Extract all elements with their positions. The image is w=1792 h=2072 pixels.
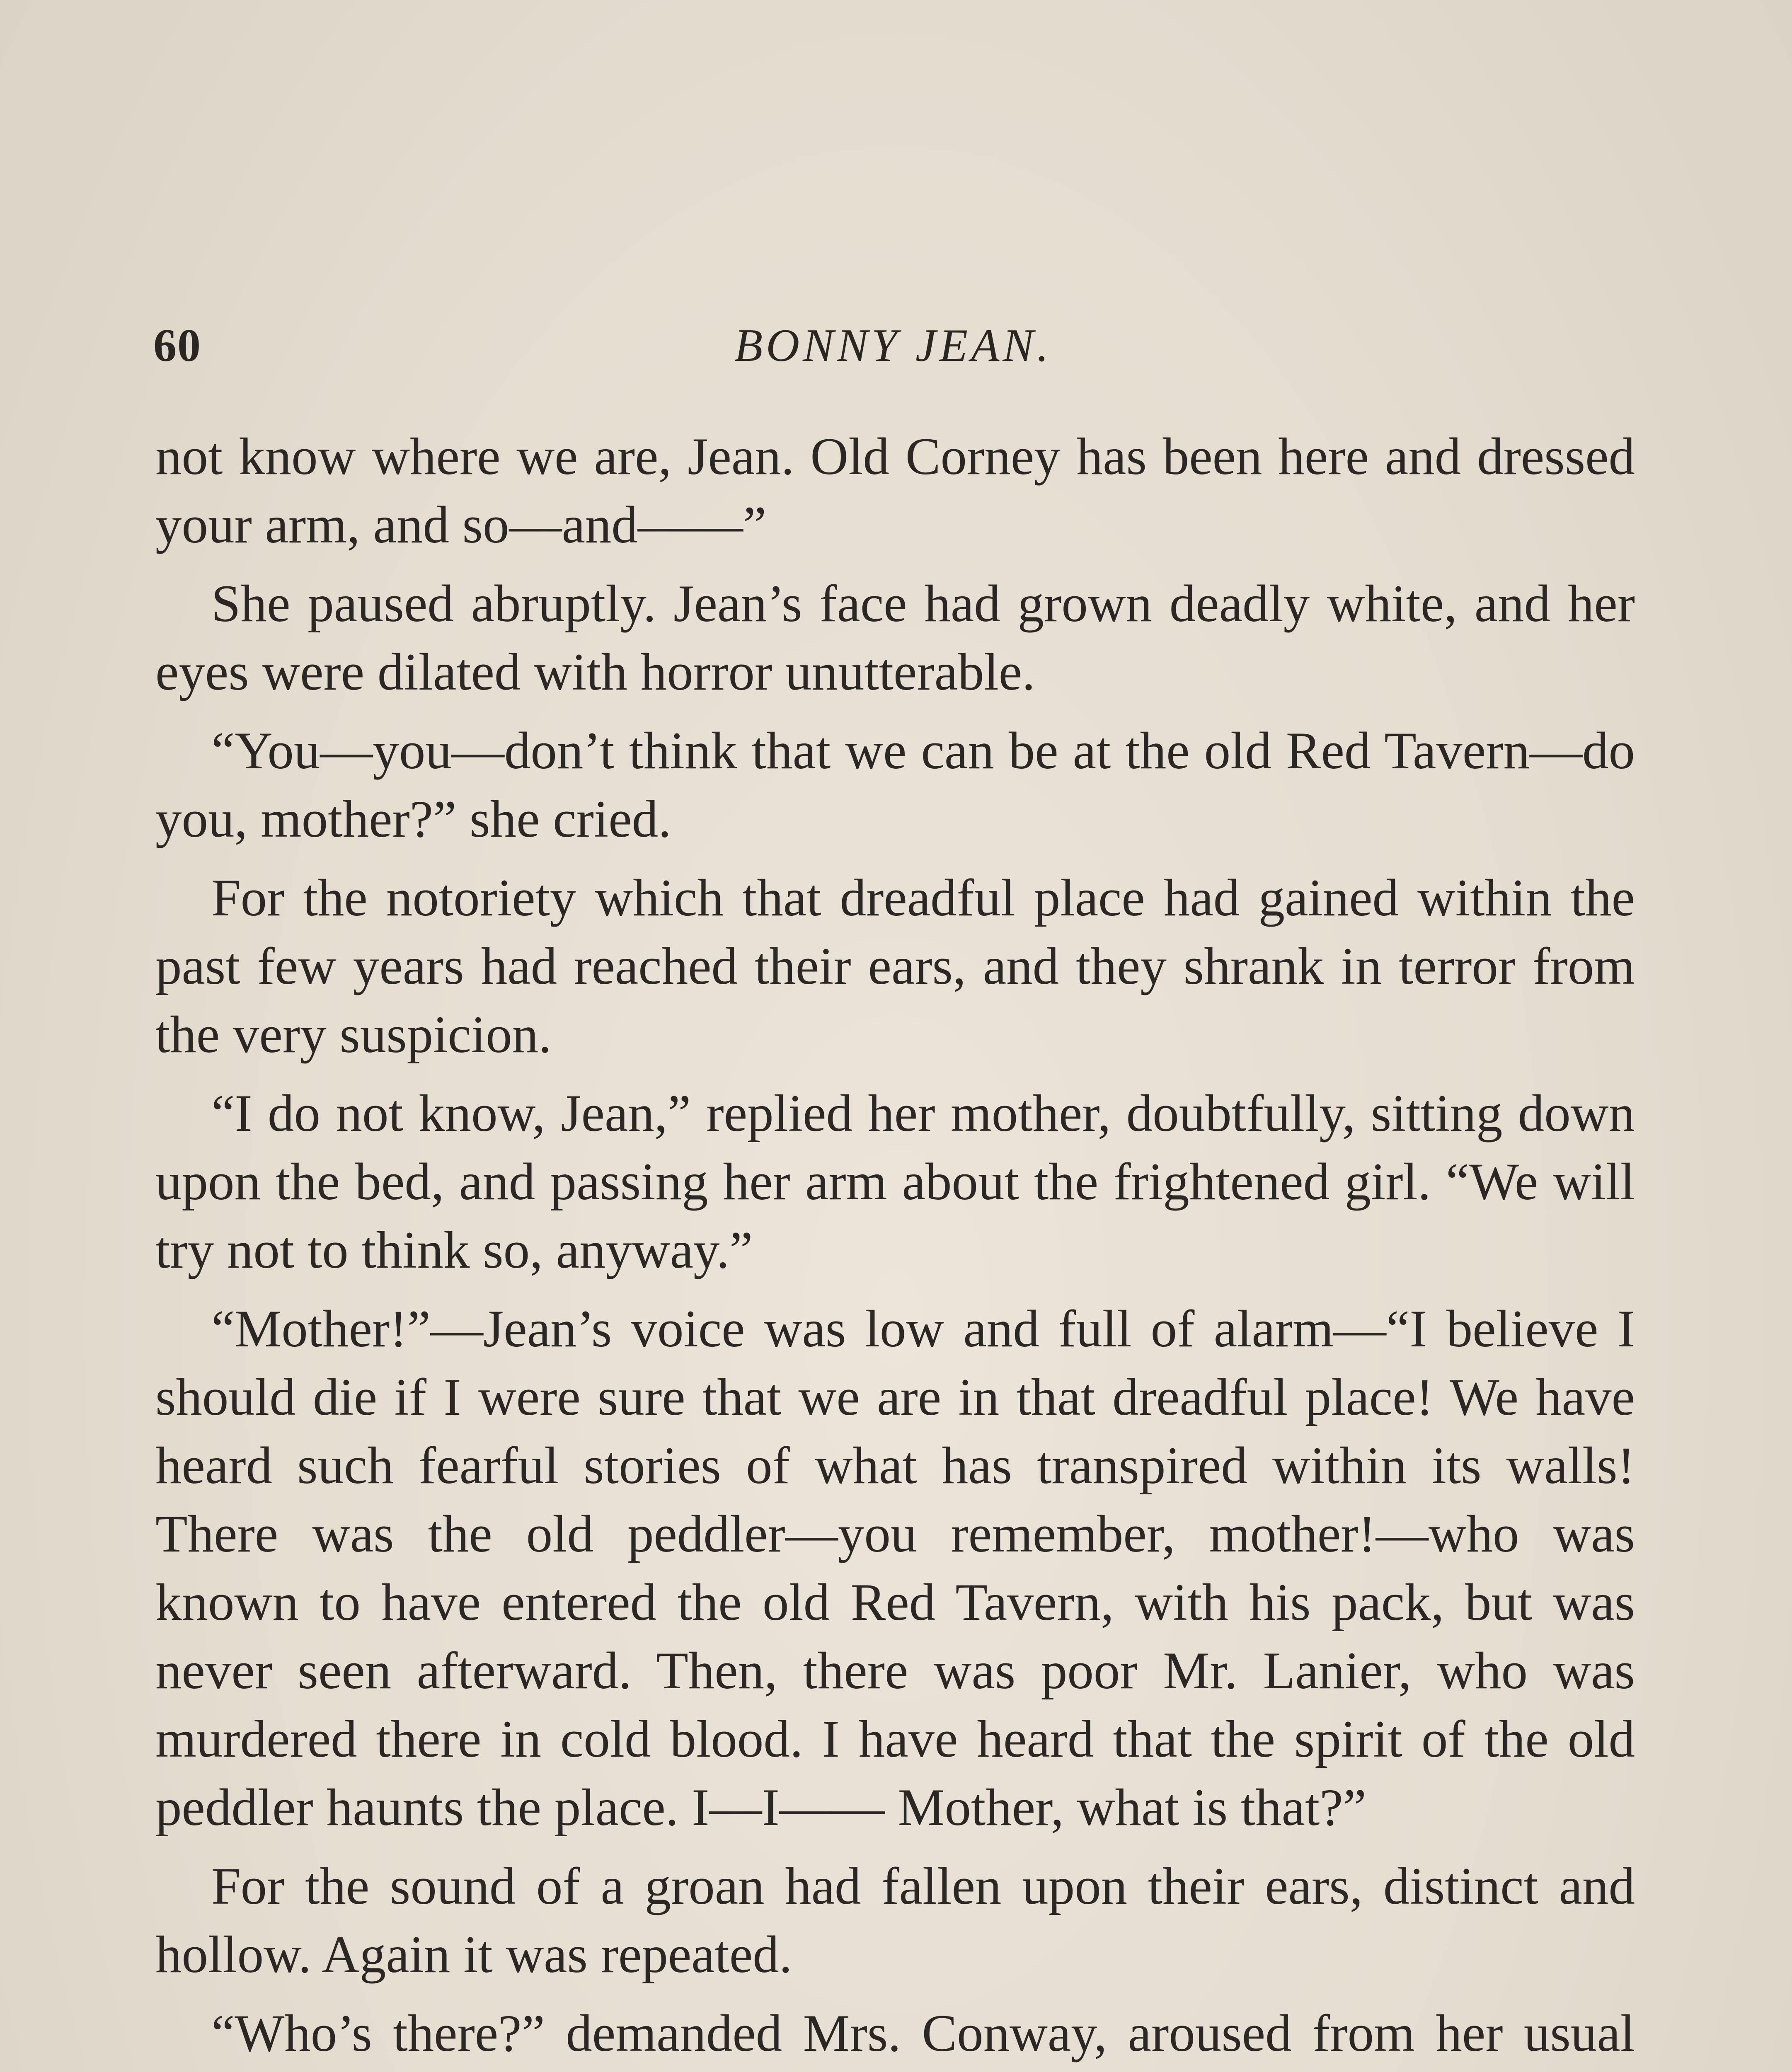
paragraph: “Who’s there?” demanded Mrs. Conway, aroused from her usual	[211, 2004, 1635, 2062]
body-text	[155, 423, 1635, 2072]
running-head: BONNY JEAN.	[734, 320, 1052, 371]
paragraph: not know where we are, Jean. Old Corney has been here and dressed your arm, and so—and——”	[155, 428, 1635, 554]
paragraph: “I do not know, Jean,” replied her mother, doubtfully, sitting down upon the bed, and passing her arm about the frightened girl. “We will try not to think so, anyway.”	[155, 1084, 1635, 1279]
page-header	[153, 319, 1633, 377]
paragraph: For the sound of a groan had fallen upon their ears, distinct and hollow. Again it was repeated.	[155, 1857, 1635, 1984]
paragraph: “Mother!”—Jean’s voice was low and full of alarm—“I believe I should die if I were sure that we are in that dreadful place! We have heard such fearful stories of what has transpired within its walls! There was the old peddler—you remember, mother!—who was known to have entered the old Red Tavern, with his pack, but was never seen afterward. Then, there was poor Mr. Lanier, who was murdered there in cold blood. I have heard that the spirit of the old peddler haunts the place. I—I—— Mother, what is that?”	[155, 1300, 1635, 1837]
paragraph: For the notoriety which that dreadful place had gained within the past few years had reached their ears, and they shrank in terror from the very suspicion.	[155, 869, 1635, 1064]
page-number: 60	[153, 320, 201, 371]
paragraph: “You—you—don’t think that we can be at the old Red Tavern—do you, mother?” she cried.	[155, 722, 1635, 848]
paragraph: She paused abruptly. Jean’s face had grown deadly white, and her eyes were dilated with horror unutterable.	[155, 575, 1635, 701]
